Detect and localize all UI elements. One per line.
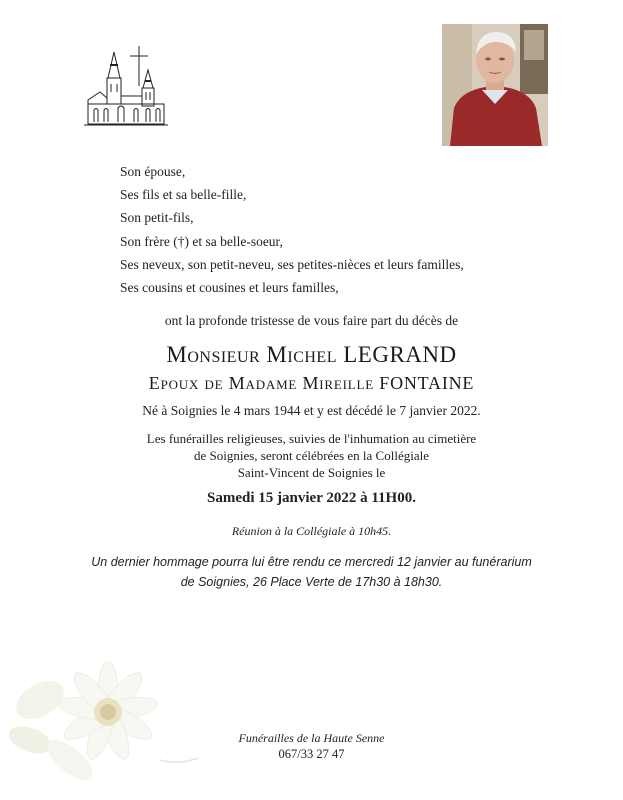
funeral-line: Les funérailles religieuses, suivies de l'inhumation au cimetière: [146, 431, 477, 446]
funeral-home-name: Funérailles de la Haute Senne: [238, 731, 385, 745]
portrait-photo: [442, 24, 548, 146]
hommage-line: Un dernier hommage pourra lui être rendu ce mercredi 12 janvier au funérarium: [91, 555, 532, 569]
funeral-line: de Soignies, seront célébrées en la Collégiale: [193, 448, 429, 463]
church-illustration: [84, 44, 168, 128]
hommage-line: de Soignies, 26 Place Verte de 17h30 à 18h30.: [180, 575, 443, 589]
funeral-line: Saint-Vincent de Soignies le: [237, 465, 386, 480]
family-line: Ses fils et sa belle-fille,: [120, 187, 247, 203]
family-line: Son frère (†) et sa belle-soeur,: [120, 233, 283, 249]
ceremony-date: Samedi 15 janvier 2022 à 11H00.: [207, 490, 416, 506]
reunion-text: Réunion à la Collégiale à 10h45.: [231, 524, 392, 538]
family-line: Son épouse,: [120, 164, 186, 179]
funeral-details: [0, 430, 623, 481]
spouse-line: Epoux de Madame Mireille FONTAINE: [148, 373, 475, 393]
birth-death-text: Né à Soignies le 4 mars 1944 et y est décédé le 7 janvier 2022.: [142, 403, 481, 418]
announcement-text: ont la profonde tristesse de vous faire part du décès de: [164, 313, 459, 328]
flower-illustration: [0, 640, 200, 800]
family-list: [120, 160, 464, 299]
hommage-text: [0, 552, 623, 592]
funeral-home-phone: 067/33 27 47: [278, 747, 345, 761]
deceased-name: Monsieur Michel LEGRAND: [166, 342, 457, 367]
family-line: Ses cousins et cousines et leurs familles,: [120, 280, 339, 296]
family-line: Son petit-fils,: [120, 210, 194, 226]
footer: [0, 730, 623, 762]
family-line: Ses neveux, son petit-neveu, ses petites-nièces et leurs familles,: [120, 256, 464, 272]
